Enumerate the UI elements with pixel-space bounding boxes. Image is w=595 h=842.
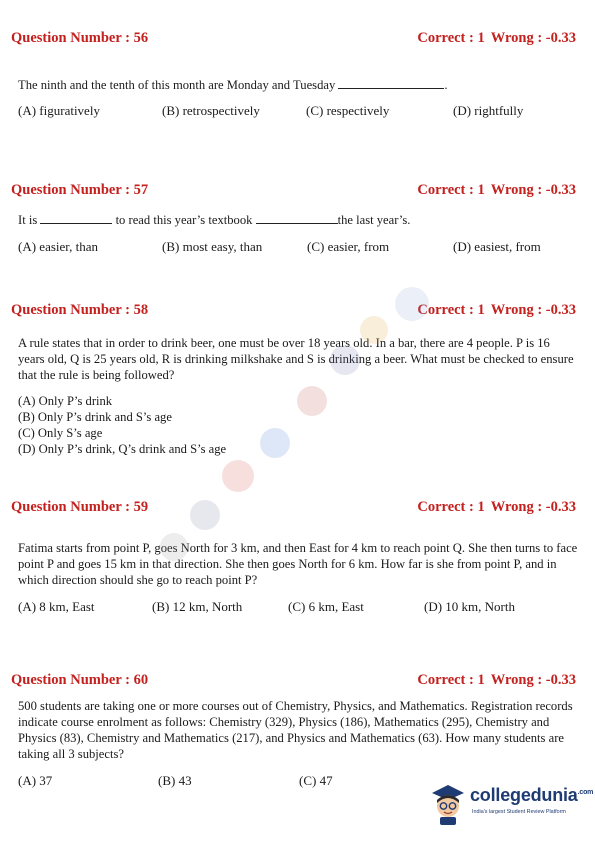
question-number: Question Number : 56 <box>11 30 149 46</box>
question-stem: 500 students are taking one or more courses out of Chemistry, Physics, and Mathematics. Registration records indicate course enrolment as follows: Chemistry (329), Physics (186), Mathematics (295), Chemistry and Physics (83), Chemistry and Mathematics (217), and Physics and Mathematics (63). How many students are taking all 3 subjects? <box>18 699 573 761</box>
score-info <box>417 672 576 689</box>
question-stem: A rule states that in order to drink beer, one must be over 18 years old. In a bar, there are 4 people. P is 16 years old, Q is 25 years old, R is drinking milkshake and S is drinking a beer. What must be checked to ensure that the rule is being followed? <box>18 336 574 382</box>
option-b: (B) retrospectively <box>162 103 260 118</box>
wrong-mark: Wrong : -0.33 <box>490 499 576 515</box>
stem-text: The ninth and the tenth of this month are Monday and Tuesday <box>18 78 336 92</box>
option-c: (C) 6 km, East <box>288 599 364 614</box>
question-stem: Fatima starts from point P, goes North for 3 km, and then East for 4 km to reach point Q. She then turns to face point P and goes 15 km in that direction. She then goes North for 6 km. How far is she from point P, and in which direction should she go to reach point P? <box>18 541 578 587</box>
watermark-badge <box>190 500 220 530</box>
score-info <box>417 182 576 199</box>
option-d: (D) 10 km, North <box>424 599 515 614</box>
question-number: Question Number : 59 <box>11 499 149 515</box>
option-d: (D) Only P’s drink, Q’s drink and S’s age <box>18 442 227 456</box>
answer-blank <box>40 212 112 224</box>
option-a: (A) 37 <box>18 773 53 788</box>
collegedunia-logo <box>428 779 594 831</box>
wrong-mark: Wrong : -0.33 <box>490 302 576 318</box>
option-b: (B) Only P’s drink and S’s age <box>18 410 172 424</box>
option-d: (D) easiest, from <box>453 239 541 254</box>
stem-end: . <box>444 78 448 92</box>
question-header-59 <box>11 499 576 517</box>
score-info <box>417 30 576 47</box>
option-c: (C) easier, from <box>307 239 390 254</box>
option-c: (C) respectively <box>306 103 390 118</box>
question-number: Question Number : 60 <box>11 672 149 688</box>
stem-text: It is <box>18 213 38 227</box>
question-number: Question Number : 57 <box>11 182 149 198</box>
stem-text: the last year’s. <box>337 213 411 227</box>
watermark-badge <box>395 287 429 321</box>
correct-mark: Correct : 1 <box>417 302 485 318</box>
score-info <box>417 302 576 319</box>
question-stem <box>18 212 578 228</box>
watermark-badge <box>222 460 254 492</box>
watermark-badge <box>260 428 290 458</box>
wrong-mark: Wrong : -0.33 <box>490 30 576 46</box>
correct-mark: Correct : 1 <box>417 30 485 46</box>
wrong-mark: Wrong : -0.33 <box>490 672 576 688</box>
option-c: (C) Only S’s age <box>18 426 103 440</box>
option-b: (B) 43 <box>158 773 192 788</box>
brand-text: collegedunia <box>470 785 578 805</box>
option-a: (A) 8 km, East <box>18 599 95 614</box>
option-d: (D) rightfully <box>453 103 524 118</box>
watermark-badge <box>160 533 188 561</box>
wrong-mark: Wrong : -0.33 <box>490 182 576 198</box>
option-a: (A) Only P’s drink <box>18 394 113 408</box>
option-b: (B) 12 km, North <box>152 599 243 614</box>
correct-mark: Correct : 1 <box>417 182 485 198</box>
stem-text: to read this year’s textbook <box>115 213 253 227</box>
brand-suffix: .com <box>577 789 594 796</box>
answer-blank <box>338 77 444 89</box>
option-a: (A) easier, than <box>18 239 98 254</box>
student-mascot-icon <box>428 781 468 825</box>
option-c: (C) 47 <box>299 773 333 788</box>
question-number: Question Number : 58 <box>11 302 149 318</box>
watermark-badge <box>330 345 360 375</box>
brand-name <box>470 785 593 806</box>
correct-mark: Correct : 1 <box>417 672 485 688</box>
answer-blank <box>256 212 338 224</box>
question-stem <box>18 77 578 93</box>
option-b: (B) most easy, than <box>162 239 263 254</box>
question-header-58 <box>11 302 576 320</box>
question-header-60 <box>11 672 576 690</box>
brand-tagline: India's largest Student Review Platform <box>472 809 566 815</box>
option-a: (A) figuratively <box>18 103 100 118</box>
correct-mark: Correct : 1 <box>417 499 485 515</box>
watermark-badge <box>360 316 388 344</box>
watermark-badge <box>297 386 327 416</box>
question-header-57 <box>11 182 576 200</box>
question-header-56 <box>11 30 576 48</box>
score-info <box>417 499 576 516</box>
